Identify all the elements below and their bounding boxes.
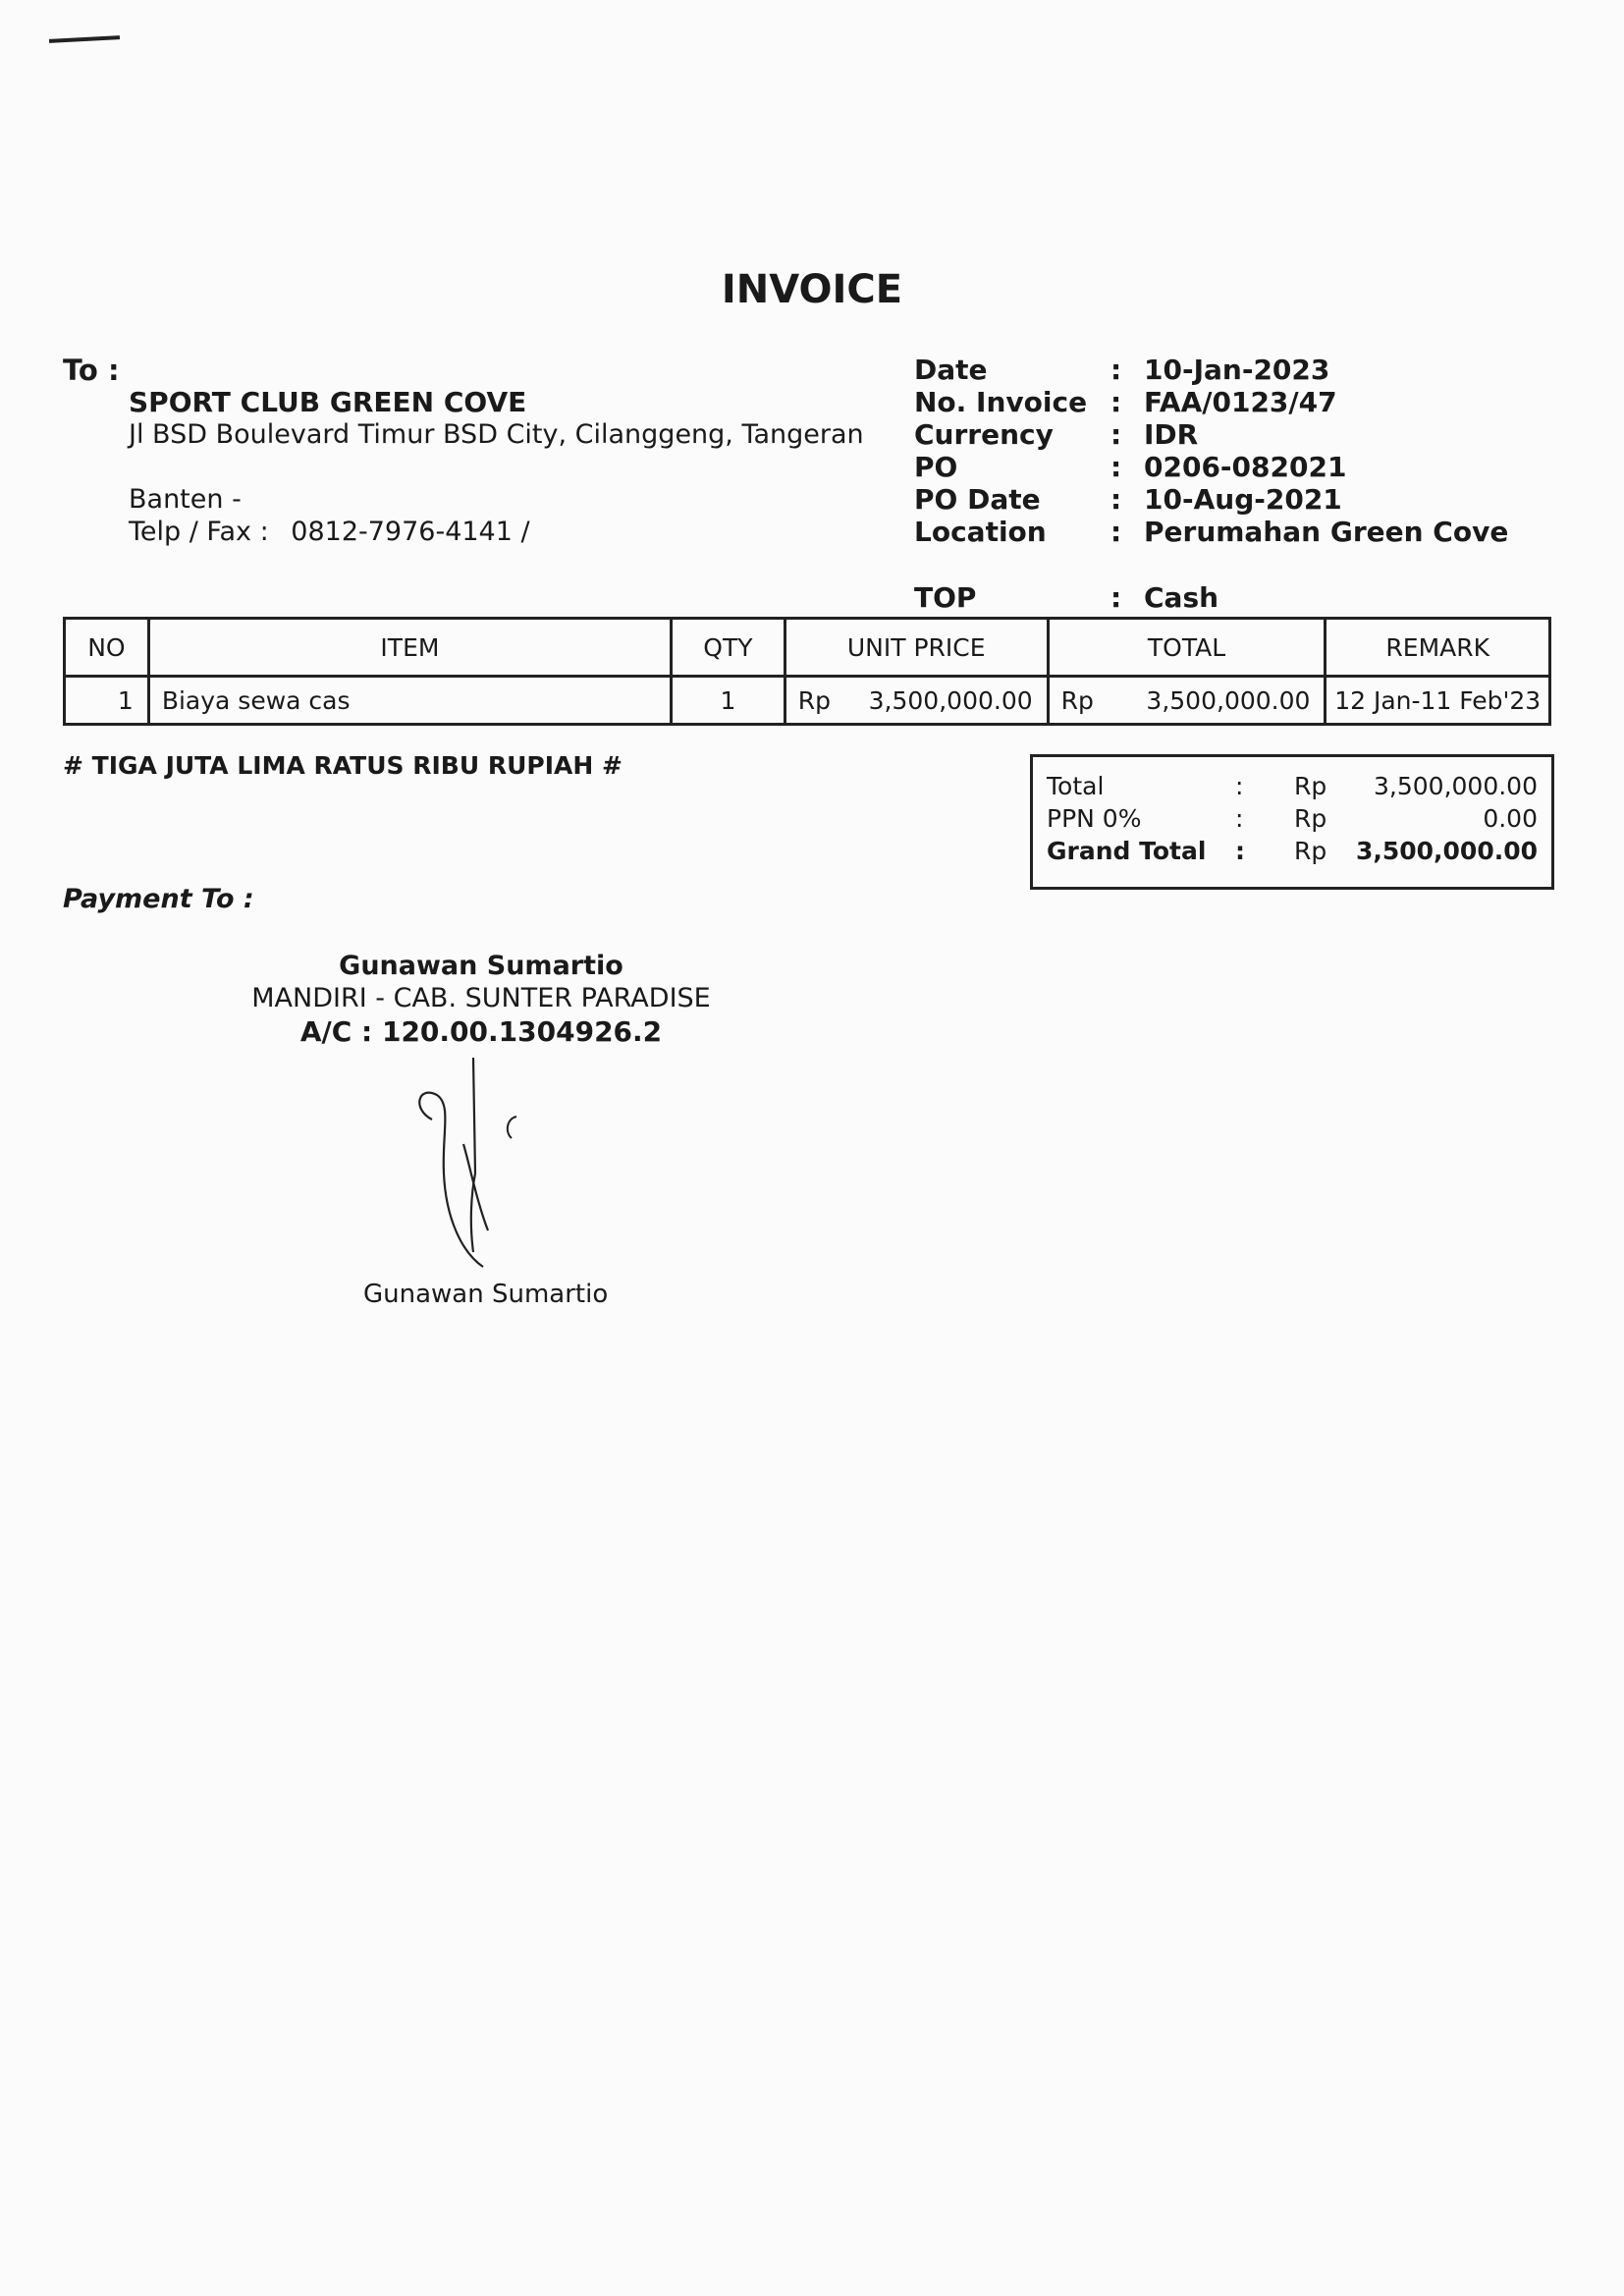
meta-value-po-date: 10-Aug-2021 bbox=[1144, 483, 1342, 516]
meta-label-date: Date bbox=[914, 354, 988, 386]
summary-colon: : bbox=[1235, 772, 1244, 800]
meta-colon: : bbox=[1110, 418, 1122, 451]
phone-value: 0812-7976-4141 / bbox=[291, 517, 530, 547]
unit-price-currency: Rp bbox=[797, 685, 832, 715]
signer-name: Gunawan Sumartio bbox=[363, 1280, 609, 1309]
meta-value-top: Cash bbox=[1144, 581, 1219, 614]
total-currency: Rp bbox=[1060, 685, 1094, 715]
meta-label-top: TOP bbox=[914, 581, 977, 614]
bank-name: MANDIRI - CAB. SUNTER PARADISE bbox=[251, 983, 711, 1013]
meta-value-po: 0206-082021 bbox=[1144, 451, 1347, 483]
header-item: ITEM bbox=[148, 619, 671, 677]
summary-label: Total bbox=[1047, 772, 1105, 800]
table-row bbox=[65, 677, 1550, 725]
summary-currency: Rp bbox=[1294, 804, 1327, 833]
customer-phone-line bbox=[129, 517, 530, 547]
meta-label-po-date: PO Date bbox=[914, 483, 1041, 516]
account-number: A/C : 120.00.1304926.2 bbox=[299, 1015, 663, 1048]
meta-colon: : bbox=[1110, 483, 1122, 516]
meta-value-date: 10-Jan-2023 bbox=[1144, 354, 1330, 386]
cell-total bbox=[1048, 677, 1326, 725]
header-unit-price: UNIT PRICE bbox=[785, 619, 1048, 677]
summary-amount: 0.00 bbox=[1483, 804, 1538, 833]
unit-price-amount: 3,500,000.00 bbox=[868, 685, 1033, 715]
header-total: TOTAL bbox=[1048, 619, 1326, 677]
meta-label-currency: Currency bbox=[914, 418, 1054, 451]
items-table bbox=[63, 617, 1551, 726]
customer-region: Banten - bbox=[129, 484, 242, 515]
cell-item: Biaya sewa cas bbox=[148, 677, 671, 725]
meta-label-invoice-no: No. Invoice bbox=[914, 386, 1088, 418]
header-no: NO bbox=[65, 619, 149, 677]
summary-row-ppn bbox=[1047, 804, 1538, 838]
phone-label: Telp / Fax : bbox=[129, 517, 269, 547]
summary-colon: : bbox=[1235, 837, 1245, 865]
meta-label-po: PO bbox=[914, 451, 958, 483]
summary-label: Grand Total bbox=[1047, 837, 1207, 865]
meta-value-invoice-no: FAA/0123/47 bbox=[1144, 386, 1337, 418]
customer-address: Jl BSD Boulevard Timur BSD City, Cilanggeng, Tangeran bbox=[129, 419, 864, 450]
total-amount: 3,500,000.00 bbox=[1146, 685, 1311, 715]
to-label: To : bbox=[63, 354, 120, 387]
summary-row-total bbox=[1047, 772, 1538, 805]
meta-colon: : bbox=[1110, 451, 1122, 483]
meta-value-currency: IDR bbox=[1144, 418, 1199, 451]
summary-box bbox=[1030, 754, 1554, 890]
payee-name: Gunawan Sumartio bbox=[339, 951, 623, 981]
summary-colon: : bbox=[1235, 804, 1244, 833]
meta-colon: : bbox=[1110, 516, 1122, 548]
payment-to-label: Payment To : bbox=[63, 884, 254, 914]
header-qty: QTY bbox=[672, 619, 785, 677]
signature bbox=[393, 1056, 550, 1291]
summary-amount: 3,500,000.00 bbox=[1355, 837, 1538, 865]
scan-mark bbox=[49, 35, 120, 43]
meta-colon: : bbox=[1110, 581, 1122, 614]
summary-label: PPN 0% bbox=[1047, 804, 1142, 833]
summary-currency: Rp bbox=[1294, 837, 1327, 865]
cell-unit-price bbox=[785, 677, 1048, 725]
summary-row-grand-total bbox=[1047, 837, 1538, 870]
summary-currency: Rp bbox=[1294, 772, 1327, 800]
amount-in-words: # TIGA JUTA LIMA RATUS RIBU RUPIAH # bbox=[63, 751, 623, 780]
summary-amount: 3,500,000.00 bbox=[1374, 772, 1538, 800]
page-title: INVOICE bbox=[721, 267, 903, 312]
customer-name: SPORT CLUB GREEN COVE bbox=[129, 386, 527, 418]
meta-value-location: Perumahan Green Cove bbox=[1144, 516, 1509, 548]
table-header-row bbox=[65, 619, 1550, 677]
header-remark: REMARK bbox=[1326, 619, 1550, 677]
meta-label-location: Location bbox=[914, 516, 1047, 548]
cell-no: 1 bbox=[65, 677, 149, 725]
meta-colon: : bbox=[1110, 354, 1122, 386]
cell-qty: 1 bbox=[672, 677, 785, 725]
meta-colon: : bbox=[1110, 386, 1122, 418]
cell-remark: 12 Jan-11 Feb'23 bbox=[1326, 677, 1550, 725]
